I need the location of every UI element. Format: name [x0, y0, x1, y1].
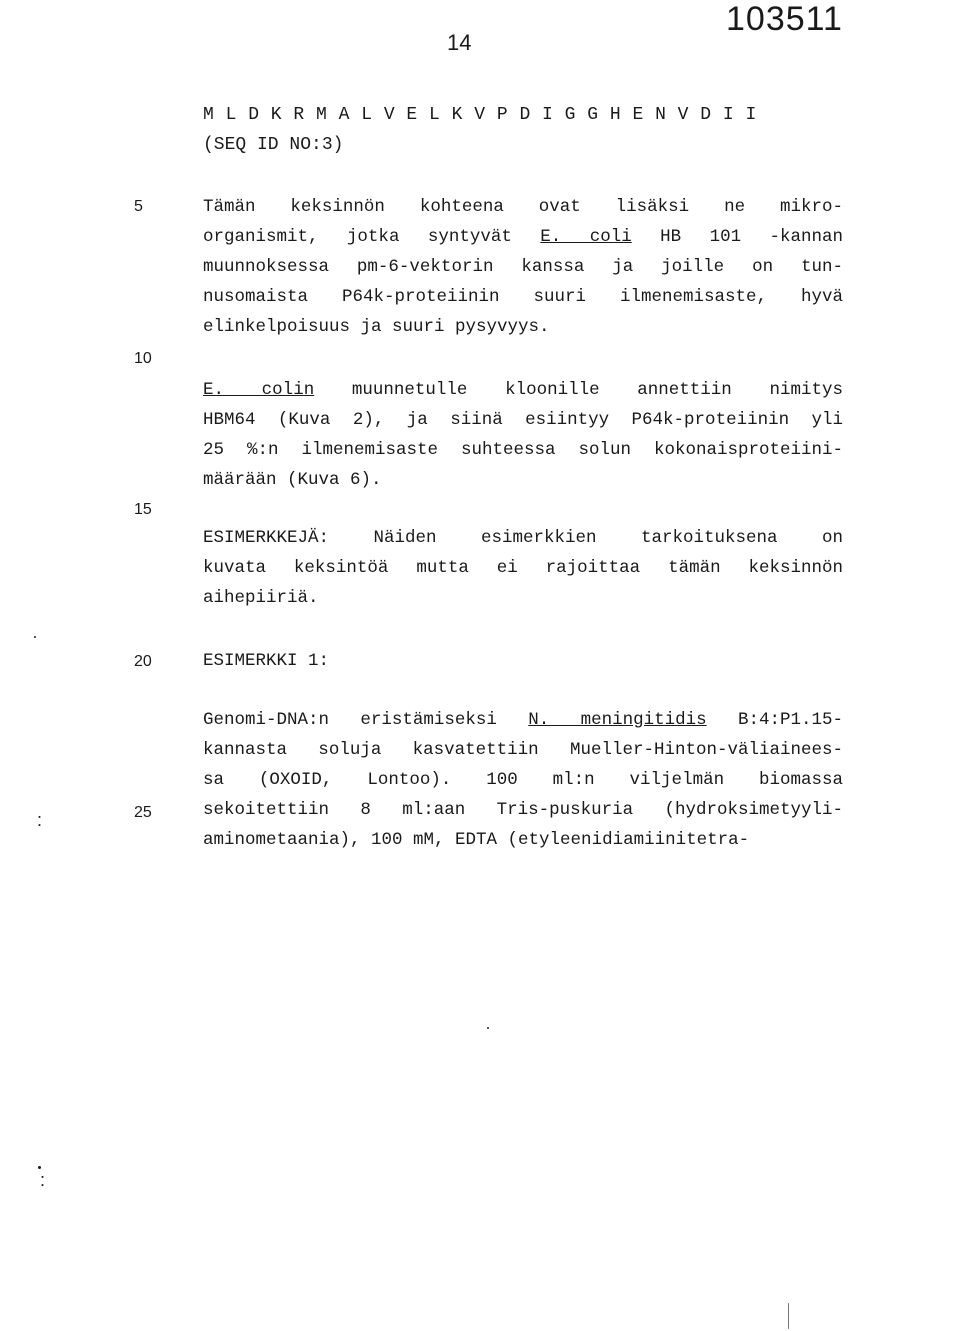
margin-dot-mark	[38, 1166, 41, 1169]
margin-colon-mark: :	[40, 1170, 46, 1190]
line-number-15: 15	[134, 501, 152, 518]
text-line: muunnoksessa pm-6-vektorin kanssa ja joille on tun-	[203, 257, 843, 277]
scan-speck	[487, 1027, 489, 1029]
text-line: kannasta soluja kasvatettiin Mueller-Hinton-väliainees-	[203, 740, 843, 760]
text-line: elinkelpoisuus ja suuri pysyvyys.	[203, 317, 550, 337]
organism-name: E. colin	[203, 380, 315, 400]
text-line: Genomi-DNA:n eristämiseksi N. meningitidis B:4:P1.15-	[203, 710, 843, 730]
sequence-id: (SEQ ID NO:3)	[203, 135, 344, 155]
scan-line-mark	[788, 1303, 789, 1329]
text-line: HBM64 (Kuva 2), ja siinä esiintyy P64k-proteiinin yli	[203, 410, 843, 430]
text-line: aminometaania), 100 mM, EDTA (etyleenidiamiinitetra-	[203, 830, 750, 850]
paragraph-genomic-dna	[203, 705, 843, 855]
margin-colon-mark: :	[37, 810, 43, 830]
text-line: ESIMERKKEJÄ: Näiden esimerkkien tarkoituksena on	[203, 528, 843, 548]
example-heading-block	[203, 646, 843, 676]
page-number: 14	[447, 30, 472, 55]
text-line: organismit, jotka syntyvät E. coli HB 101 -kannan	[203, 227, 844, 247]
line-number-25: 25	[134, 804, 152, 821]
line-number-20: 20	[134, 653, 152, 670]
paragraph-microorganisms	[203, 192, 843, 342]
text-line: nusomaista P64k-proteiinin suuri ilmenemisaste, hyvä	[203, 287, 843, 307]
text-line: määrään (Kuva 6).	[203, 470, 382, 490]
example-heading: ESIMERKKI 1:	[203, 651, 330, 671]
scan-speck	[34, 636, 36, 638]
organism-name: E. coli	[540, 227, 632, 247]
line-number-5: 5	[134, 198, 143, 215]
paragraph-examples	[203, 523, 843, 613]
text-line: Tämän keksinnön kohteena ovat lisäksi ne mikro-	[203, 197, 843, 217]
text-line: 25 %:n ilmenemisaste suhteessa solun kokonaisproteiini-	[203, 440, 843, 460]
text-line: sa (OXOID, Lontoo). 100 ml:n viljelmän biomassa	[203, 770, 843, 790]
text-line: kuvata keksintöä mutta ei rajoittaa tämän keksinnön	[203, 558, 843, 578]
line-number-10: 10	[134, 350, 152, 367]
text-line: sekoitettiin 8 ml:aan Tris-puskuria (hydroksimetyyli-	[203, 800, 843, 820]
document-number: 103511	[726, 0, 843, 38]
organism-name: N. meningitidis	[528, 710, 707, 730]
paragraph-clone	[203, 375, 843, 495]
sequence-block	[203, 100, 843, 160]
text-line: E. colin muunnetulle kloonille annettiin nimitys	[203, 380, 843, 400]
text-line: aihepiiriä.	[203, 588, 319, 608]
amino-acid-sequence: M L D K R M A L V E L K V P D I G G H E N V D I I	[203, 105, 757, 125]
